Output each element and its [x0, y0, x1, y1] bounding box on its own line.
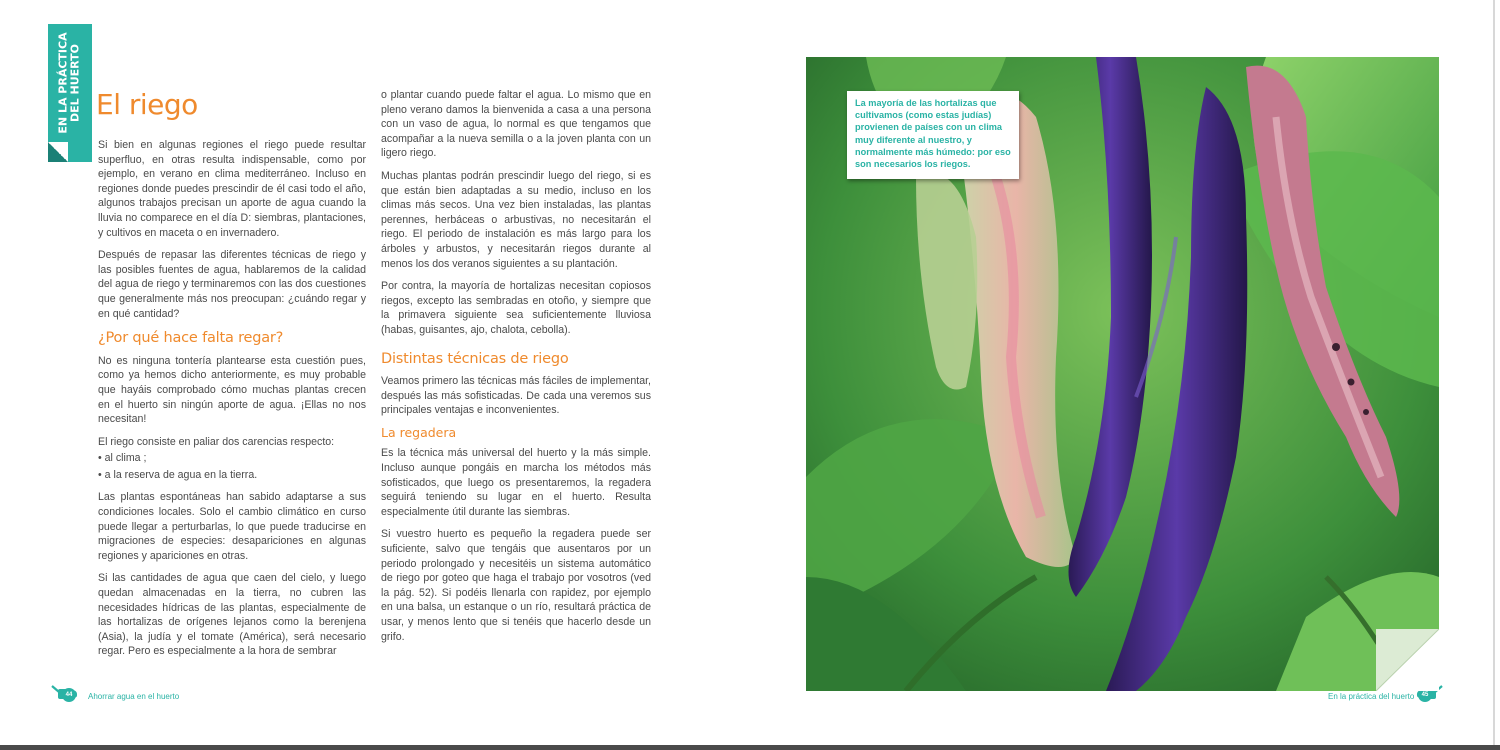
paragraph: o plantar cuando puede faltar el agua. Lo mismo que en pleno verano damos la bienvenida a casa a una persona con un vaso de agua, lo normal es que tengamos que acompañar a la nueva semilla o a la joven planta con un ligero riego.: [381, 89, 651, 160]
section-tab-fold: [48, 142, 68, 162]
paragraph: Si las cantidades de agua que caen del cielo, y luego quedan almacenadas en la tierra, no cubren las necesidades hídricas de las plantas, especialmente de las hortalizas de orígenes lejanos como la berenjena (Asia), la judía y el tomate (América), será necesario regar. Pero es especialmente a la hora de sembrar: [98, 572, 366, 658]
paragraph: Muchas plantas podrán prescindir luego del riego, si es que están bien adaptadas a su medio, incluso en los climas más secos. Una vez bien instaladas, las plantas perennes, herbáceas o arbustivas, no necesitarán el riego. El periodo de instalación es más largo para los árboles y arbustos, y necesitarán riegos durante al menos los dos veranos siguientes a su plantación.: [381, 169, 651, 270]
page-edge: [1493, 0, 1495, 745]
paragraph: Veamos primero las técnicas más fáciles de implementar, después las más sofisticadas. De cada una veremos sus principales ventajas e inconvenientes.: [381, 375, 651, 417]
heading-watering-can: La regadera: [381, 424, 457, 440]
footer-left-text: Ahorrar agua en el huerto: [88, 692, 180, 701]
paragraph: Es la técnica más universal del huerto y la más simple. Incluso aunque pongáis en marcha los métodos más sofisticados, que luego os presentaremos, la regadera seguirá teniendo su lugar en el huerto. Resulta especialmente útil durante las siembras.: [381, 447, 651, 518]
photo-caption-box: [847, 91, 1019, 179]
footer-right-text: En la práctica del huerto: [1328, 692, 1415, 701]
paragraph: No es ninguna tontería plantearse esta cuestión pues, como ya hemos dicho anteriormente, es muy probable que hayáis comprobado cómo muchas plantas crecen en el huerto sin ningún aporte de agua. ¡Ellas no nos necesitan!: [98, 354, 366, 426]
text-column-2: [381, 88, 651, 652]
page-title: El riego: [96, 88, 198, 121]
photo-caption: La mayoría de las hortalizas que cultivamos (como estas judías) provienen de países con un clima muy diferente al nuestro, y normalmente más húmedo: por eso son necesarios los riegos.: [855, 98, 1011, 170]
bullet-item: • al clima ;: [98, 452, 147, 465]
page-number-left: 44: [62, 688, 76, 702]
section-tab-line1: EN LA PRÁCTICA: [57, 32, 71, 134]
page-number-right: 45: [1418, 688, 1432, 702]
paragraph: Por contra, la mayoría de hortalizas necesitan copiosos riegos, excepto las sembradas en otoño, y siempre que la primavera siguiente sea suficientemente lluviosa (habas, guisantes, ajo, chalota, cebolla).: [381, 280, 651, 336]
section-tab-label: [50, 24, 90, 142]
paragraph: El riego consiste en paliar dos carencias respecto:: [98, 435, 335, 448]
bottom-edge: [0, 745, 1500, 750]
bullet-item: • a la reserva de agua en la tierra.: [98, 468, 258, 481]
paragraph: Después de repasar las diferentes técnicas de riego y las posibles fuentes de agua, hablaremos de la calidad del agua de riego y terminaremos con las dos cuestiones que generalmente más nos preocupan: ¿cuándo regar y en qué cantidad?: [98, 249, 366, 320]
section-tab-line2: DEL HUERTO: [69, 44, 83, 122]
heading-techniques: Distintas técnicas de riego: [381, 350, 569, 367]
paragraph: Si vuestro huerto es pequeño la regadera puede ser suficiente, salvo que tengáis que ausentaros por un periodo prolongado y necesitéis un sistema automático de riego por goteo que haga el trabajo por vosotros (ved la pág. 52). Si podéis llenarla con rapidez, por ejemplo en una balsa, un estanque o un río, resultará práctica de usar, y menos lento que si tenéis que hacerlo desde un grifo.: [381, 528, 651, 643]
paragraph: Si bien en algunas regiones el riego puede resultar superfluo, en otras resulta indispensable, como por ejemplo, en verano en clima mediterráneo. Incluso en regiones donde puedes prescindir de él casi todo el año, algunos trabajos precisan un aporte de agua cuando la lluvia no comparece en el día D: siembras, plantaciones, y cultivos en maceta o en invernadero.: [98, 139, 366, 239]
page-curl-corner: [1376, 629, 1439, 691]
heading-why-water: ¿Por qué hace falta regar?: [98, 330, 284, 347]
text-column-1: [98, 138, 366, 667]
paragraph: Las plantas espontáneas han sabido adaptarse a sus condiciones locales. Solo el cambio climático en curso puede llegar a perturbarlas, lo que puede traducirse en migraciones de especies: desapariciones en algunas regiones y apariciones en otras.: [98, 491, 366, 562]
